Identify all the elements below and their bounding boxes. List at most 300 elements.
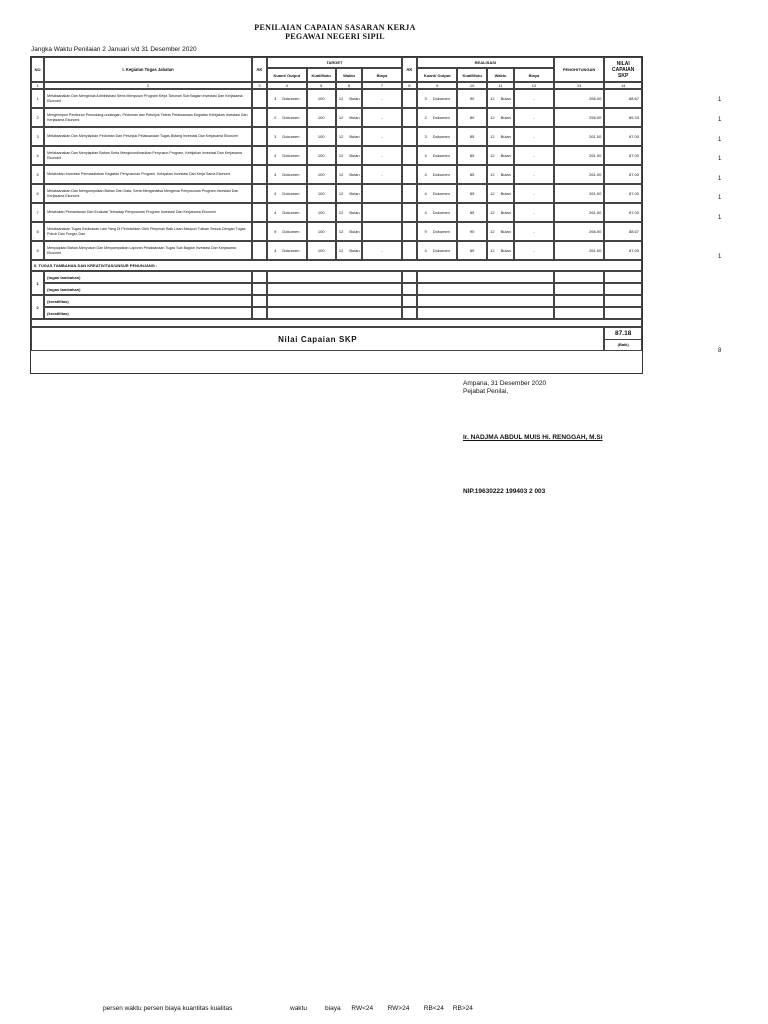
real-cost-value: - — [533, 191, 535, 196]
real-time — [487, 241, 514, 260]
assessment-period: Jangka Waktu Penilaian 2 Januari s/d 31 Desember 2020 — [31, 46, 197, 53]
real-time-value: 12 — [490, 96, 495, 101]
activity-name-value: Menghimpun Peraturan Perundang-undangan, Pedoman dan Petunjuk Teknis Pelaksanaan Kegiatan Kebijakan Investasi Dan Kerjasama Ekonomi — [47, 112, 248, 122]
section2-title: II. TUGAS TAMBAHAN DAN KREATIVITAS/UNSUR PENUNJANG : — [31, 260, 642, 271]
side-mark: 1 — [718, 137, 722, 143]
footer-right: waktu biaya RW<24 RW>24 RB<24 RB>24 — [290, 1005, 473, 1012]
activity-name-value: Melaksanakan Tugas Kedinasan Lain Yang Di Perintahkan Oleh Pimpinan Baik Lisan Maupun Tulisan Sesuai Dengan Tugas Pokok Dan Fungsi, Dan — [47, 226, 246, 236]
target-cost — [362, 108, 402, 127]
calculation-value — [554, 108, 605, 127]
achievement-value-value: 85.33 — [628, 115, 639, 120]
real-time-unit: Bulan — [500, 248, 511, 253]
real-time-value: 12 — [490, 191, 495, 196]
column-number: 2 — [44, 82, 252, 89]
real-cost-value: - — [533, 210, 535, 215]
col-kuant-realisasi: Kuant/ Output — [417, 68, 458, 82]
target-time-unit: Bulan — [349, 172, 360, 177]
real-cost — [514, 108, 554, 127]
target-cost — [362, 184, 402, 203]
row-no-value: 1 — [36, 96, 39, 101]
target-cost — [362, 241, 402, 260]
col-realisasi: REALISASI — [417, 57, 554, 68]
calculation-value — [554, 165, 605, 184]
real-cost — [514, 203, 554, 222]
section2-row — [31, 283, 642, 295]
calculation-value — [554, 222, 605, 241]
row-no-value: 4 — [36, 153, 39, 158]
real-quantity-unit: Dokumen — [432, 115, 450, 120]
real-quantity-value: 3 — [424, 134, 427, 139]
target-quantity-unit: Dokumen — [282, 115, 300, 120]
real-cost-value: - — [533, 134, 535, 139]
target-cost — [362, 203, 402, 222]
target-time-unit: Bulan — [349, 115, 360, 120]
achievement-value — [604, 241, 642, 260]
achievement-value-value: 87.00 — [628, 172, 639, 177]
achievement-value-value: 87.00 — [628, 210, 639, 215]
activity-name — [44, 222, 252, 241]
skp-table — [31, 57, 642, 351]
col-kuant-target: Kuant/ Output — [267, 68, 307, 82]
activity-name-value: Melaksanakan Dan Mengumpulkan Bahan Dan Data, Serta Menganalisa Mengenai Penyusunan Program Investasi Dan Kerjasama Ekonomi — [47, 188, 239, 198]
target-cost-value: - — [381, 115, 383, 120]
real-quantity-unit: Dokumen — [432, 248, 450, 253]
calculation-value-value: 261.00 — [589, 248, 602, 253]
real-quantity-unit: Dokumen — [432, 210, 450, 215]
real-cost-value: - — [533, 248, 535, 253]
target-time-value: 12 — [338, 96, 344, 101]
row-no-value: 2 — [36, 115, 39, 120]
real-quantity — [417, 222, 458, 241]
real-time-value: 12 — [490, 210, 495, 215]
activity-name — [44, 241, 252, 260]
signature-name: Ir. NADJMA ABDUL MUIS Hi. RENGGAH, M.Si — [463, 434, 603, 441]
calculation-value-value: 261.00 — [589, 191, 602, 196]
real-quantity-value: 4 — [424, 248, 427, 253]
real-time — [487, 89, 514, 108]
real-time-unit: Bulan — [500, 134, 511, 139]
calculation-value-value: 266.00 — [589, 96, 602, 101]
real-time — [487, 127, 514, 146]
target-time-value: 12 — [338, 115, 344, 120]
target-quality-value: 100 — [317, 248, 325, 253]
row-no — [31, 146, 44, 165]
target-quantity — [267, 89, 307, 108]
target-time-unit: Bulan — [349, 191, 360, 196]
achievement-value — [604, 184, 642, 203]
target-quality — [307, 184, 336, 203]
real-quantity-value: 4 — [424, 191, 427, 196]
activity-row — [31, 89, 642, 108]
calculation-value — [554, 146, 605, 165]
target-quantity-unit: Dokumen — [282, 191, 300, 196]
achievement-value — [604, 146, 642, 165]
col-nilai: NILAI CAPAIAN SKP — [604, 57, 642, 82]
col-kual-target: Kual/Mutu — [307, 68, 336, 82]
section2-item: (tugas tambahan) — [44, 271, 252, 283]
real-quality-value: 85 — [469, 172, 475, 177]
column-number: 14 — [604, 82, 642, 89]
row-ak — [252, 241, 267, 260]
target-time-unit: Bulan — [349, 210, 360, 215]
target-time-value: 12 — [338, 229, 344, 234]
real-quantity-value: 3 — [424, 96, 427, 101]
section2-item: (tugas tambahan) — [44, 283, 252, 295]
activity-name — [44, 203, 252, 222]
target-cost-value: - — [381, 172, 383, 177]
calculation-value-value: 256.00 — [589, 115, 602, 120]
row-ak-realisasi — [402, 89, 417, 108]
target-quality — [307, 241, 336, 260]
target-quantity — [267, 241, 307, 260]
achievement-value — [604, 203, 642, 222]
real-cost — [514, 165, 554, 184]
target-quality — [307, 89, 336, 108]
target-time-unit: Bulan — [349, 248, 360, 253]
row-ak — [252, 184, 267, 203]
real-quality — [457, 146, 486, 165]
target-quantity-unit: Dokumen — [282, 172, 300, 177]
column-number: 5 — [307, 82, 336, 89]
side-mark: 1 — [718, 97, 722, 103]
real-time-unit: Bulan — [500, 96, 511, 101]
real-quantity-unit: Dokumen — [432, 229, 450, 234]
real-quantity-value: 2 — [424, 115, 427, 120]
target-quantity — [267, 127, 307, 146]
signature-place-date: Ampana, 31 Desember 2020 — [463, 380, 547, 387]
target-quantity-value: 3 — [274, 134, 277, 139]
real-quality-value: 85 — [469, 134, 475, 139]
calculation-value-value: 261.00 — [589, 153, 602, 158]
real-quantity — [417, 89, 458, 108]
column-number: 10 — [457, 82, 486, 89]
row-ak-realisasi — [402, 146, 417, 165]
target-quality — [307, 165, 336, 184]
row-ak-realisasi — [402, 108, 417, 127]
real-time-value: 12 — [490, 115, 495, 120]
real-time-value: 12 — [490, 229, 495, 234]
row-ak-realisasi — [402, 203, 417, 222]
real-quantity-unit: Dokumen — [432, 172, 450, 177]
target-quantity-value: 4 — [274, 191, 277, 196]
activity-rows — [31, 89, 642, 260]
section2-item: (kreatifitas) — [44, 295, 252, 307]
row-ak-realisasi — [402, 222, 417, 241]
real-time-unit: Bulan — [500, 115, 511, 120]
target-quality — [307, 222, 336, 241]
activity-row — [31, 108, 642, 127]
achievement-value — [604, 89, 642, 108]
row-no — [31, 165, 44, 184]
column-number: 7 — [362, 82, 402, 89]
target-cost-value: - — [381, 248, 383, 253]
real-time — [487, 165, 514, 184]
row-no — [31, 127, 44, 146]
row-ak — [252, 222, 267, 241]
target-quality-value: 100 — [317, 210, 325, 215]
column-number: 9 — [417, 82, 458, 89]
row-ak-realisasi — [402, 165, 417, 184]
column-number: 4 — [267, 82, 307, 89]
target-quality — [307, 203, 336, 222]
target-time — [336, 108, 362, 127]
row-no-value: 6 — [36, 191, 39, 196]
calculation-value — [554, 127, 605, 146]
row-no-value: 3 — [36, 134, 39, 139]
real-quality — [457, 108, 486, 127]
real-cost — [514, 89, 554, 108]
real-time-value: 12 — [490, 153, 495, 158]
target-quality-value: 100 — [317, 96, 325, 101]
real-quantity-value: 9 — [424, 229, 427, 234]
calculation-value-value: 261.00 — [589, 172, 602, 177]
real-quality-value: 90 — [469, 229, 475, 234]
real-quantity-value: 4 — [424, 210, 427, 215]
target-cost — [362, 89, 402, 108]
achievement-value — [604, 165, 642, 184]
activity-name-value: Melaksanakan Dan Mengelola Administrasi Serta Menyusun Program Kerja Tahunan Sub Bagian Investasi Dan Kerjasama Ekonomi — [47, 93, 243, 103]
row-ak-realisasi — [402, 241, 417, 260]
column-number: 1 — [31, 82, 44, 89]
section2-no: 1 — [31, 271, 44, 295]
target-quantity-unit: Dokumen — [282, 96, 300, 101]
row-no — [31, 89, 44, 108]
real-cost — [514, 222, 554, 241]
spacer-row — [31, 319, 642, 327]
real-quantity — [417, 241, 458, 260]
real-cost-value: - — [533, 115, 535, 120]
target-time-value: 12 — [338, 248, 344, 253]
activity-name — [44, 89, 252, 108]
document-title: PENILAIAN CAPAIAN SASARAN KERJA — [254, 23, 416, 32]
row-no — [31, 222, 44, 241]
real-time — [487, 222, 514, 241]
row-no-value: 5 — [36, 172, 39, 177]
column-number-row — [31, 82, 642, 89]
activity-name-value: Melaksanakan Dan Menyiapkan Bahan Serta Mengkoordinasikan Penyusun Program, Kebijakan Investasi Dan Kerjasama Ekonomi — [47, 150, 242, 160]
row-no — [31, 108, 44, 127]
activity-row — [31, 241, 642, 260]
real-quality-value: 85 — [469, 210, 475, 215]
calculation-value — [554, 89, 605, 108]
real-time — [487, 203, 514, 222]
target-time — [336, 203, 362, 222]
real-quantity-value: 4 — [424, 153, 427, 158]
activity-name-value: Menyiapkan Bahan,Menyusun Dan Menyampaikan Laporan Pelaksanaan Tugas Sub Bagian Investasi Dan Kerjasama Ekonomi — [47, 245, 236, 255]
col-penghitungan: PENGHITUNGAN — [554, 57, 605, 82]
activity-row — [31, 203, 642, 222]
real-quantity-unit: Dokumen — [432, 191, 450, 196]
target-quantity-value: 2 — [274, 115, 277, 120]
target-quality-value: 100 — [317, 115, 325, 120]
real-quantity-unit: Dokumen — [432, 153, 450, 158]
side-mark: 1 — [718, 215, 722, 221]
real-cost — [514, 241, 554, 260]
column-number: 3 — [252, 82, 267, 89]
col-waktu-realisasi: Waktu — [487, 68, 514, 82]
row-no — [31, 184, 44, 203]
activity-name — [44, 108, 252, 127]
real-quality — [457, 89, 486, 108]
target-quantity-unit: Dokumen — [282, 229, 300, 234]
calculation-value-value: 266.00 — [589, 229, 602, 234]
target-cost — [362, 165, 402, 184]
target-time-unit: Bulan — [349, 153, 360, 158]
col-target: TARGET — [267, 57, 402, 68]
target-time-value: 12 — [338, 191, 344, 196]
target-cost-value: - — [381, 153, 383, 158]
target-quality-value: 100 — [317, 172, 325, 177]
section2-item: (kreatifitas) — [44, 307, 252, 319]
target-quantity — [267, 146, 307, 165]
target-quality-value: 100 — [317, 153, 325, 158]
target-time — [336, 127, 362, 146]
target-quantity — [267, 165, 307, 184]
target-time-unit: Bulan — [349, 96, 360, 101]
column-number: 13 — [554, 82, 605, 89]
real-cost-value: - — [533, 153, 535, 158]
real-quantity — [417, 108, 458, 127]
section2-row — [31, 295, 642, 307]
column-number: 6 — [336, 82, 362, 89]
achievement-value-value: 88.67 — [628, 96, 639, 101]
activity-name-value: Melakukan Inventasi Permasalahan Kegiatan Penyusunan Program, Kebijakan Investasi Dan Kerja Sama Ekonomi — [47, 172, 231, 177]
activity-row — [31, 165, 642, 184]
col-waktu-target: Waktu — [336, 68, 362, 82]
target-quality-value: 100 — [317, 134, 325, 139]
real-quality-value: 90 — [469, 96, 475, 101]
side-mark: 1 — [718, 176, 722, 182]
real-quality-value: 85 — [469, 191, 475, 196]
real-quality — [457, 127, 486, 146]
real-time-unit: Bulan — [500, 153, 511, 158]
row-ak — [252, 127, 267, 146]
real-quantity-unit: Dokumen — [432, 134, 450, 139]
target-quantity — [267, 222, 307, 241]
real-cost — [514, 127, 554, 146]
real-time-unit: Bulan — [500, 191, 511, 196]
side-mark: 1 — [718, 117, 722, 123]
achievement-value — [604, 222, 642, 241]
target-time — [336, 165, 362, 184]
section2-title-row — [31, 260, 642, 271]
activity-name — [44, 127, 252, 146]
target-quantity-unit: Dokumen — [282, 153, 300, 158]
real-quality — [457, 165, 486, 184]
target-time — [336, 184, 362, 203]
target-time-unit: Bulan — [349, 134, 360, 139]
row-ak — [252, 165, 267, 184]
real-cost — [514, 146, 554, 165]
activity-row — [31, 146, 642, 165]
target-cost — [362, 222, 402, 241]
row-no-value: 7 — [36, 210, 39, 215]
total-cell — [604, 327, 642, 351]
achievement-value-value: 87.00 — [628, 134, 639, 139]
target-time — [336, 146, 362, 165]
column-number: 12 — [514, 82, 554, 89]
total-value: 87.18 — [605, 328, 641, 340]
calculation-value — [554, 203, 605, 222]
real-cost-value: - — [533, 229, 535, 234]
row-ak-realisasi — [402, 127, 417, 146]
row-ak — [252, 89, 267, 108]
target-quantity-unit: Dokumen — [282, 134, 300, 139]
achievement-value-value: 88.67 — [628, 229, 639, 234]
real-quality — [457, 241, 486, 260]
real-quality-value: 85 — [469, 248, 475, 253]
side-mark-total: 8 — [718, 348, 722, 354]
real-quantity-unit: Dokumen — [432, 96, 450, 101]
real-cost — [514, 184, 554, 203]
real-time-unit: Bulan — [500, 210, 511, 215]
row-ak — [252, 108, 267, 127]
achievement-value — [604, 127, 642, 146]
total-label: Nilai Capaian SKP — [31, 327, 604, 351]
activity-name-value: Melaksanakan Dan Menyiapkan Pedoman Dan Petunjuk Pelaksanaan Tugas Bidang Investasi Dan Kerjasama Ekonomi — [47, 134, 238, 139]
real-time — [487, 108, 514, 127]
skp-table-frame — [30, 56, 643, 374]
row-no-value: 9 — [36, 248, 39, 253]
real-quality — [457, 222, 486, 241]
activity-name — [44, 165, 252, 184]
activity-name — [44, 146, 252, 165]
real-time-unit: Bulan — [500, 229, 511, 234]
activity-name-value: Melakukan Pemantauan Dan Evaluasi Terhadap Penyusunan Program Investasi Dan Kerjasama Ekonomi — [47, 210, 216, 215]
col-ak-target: AK — [252, 57, 267, 82]
target-cost — [362, 146, 402, 165]
target-quantity — [267, 108, 307, 127]
activity-row — [31, 184, 642, 203]
row-ak-realisasi — [402, 184, 417, 203]
calculation-value-value: 261.00 — [589, 210, 602, 215]
signature-role: Pejabat Penilai, — [463, 388, 509, 395]
section2-no: 2 — [31, 295, 44, 319]
achievement-value — [604, 108, 642, 127]
real-time-value: 12 — [490, 248, 495, 253]
real-quantity-value: 4 — [424, 172, 427, 177]
activity-name — [44, 184, 252, 203]
target-quantity-value: 3 — [274, 96, 277, 101]
real-quality — [457, 203, 486, 222]
real-time — [487, 146, 514, 165]
activity-row — [31, 127, 642, 146]
side-mark: 1 — [718, 195, 722, 201]
target-quality — [307, 146, 336, 165]
calculation-value — [554, 241, 605, 260]
real-time-unit: Bulan — [500, 172, 511, 177]
target-quantity-value: 4 — [274, 172, 277, 177]
col-kual-realisasi: Kual/Mutu — [457, 68, 486, 82]
row-no-value: 8 — [36, 229, 39, 234]
document-subtitle: PEGAWAI NEGERI SIPIL — [285, 32, 385, 41]
target-time-value: 12 — [338, 153, 344, 158]
achievement-value-value: 87.00 — [628, 191, 639, 196]
target-quantity-value: 4 — [274, 248, 277, 253]
target-quality — [307, 127, 336, 146]
real-quantity — [417, 165, 458, 184]
real-quantity — [417, 203, 458, 222]
target-cost-value: - — [381, 134, 383, 139]
target-quality-value: 100 — [317, 229, 325, 234]
header-row — [31, 57, 642, 68]
achievement-value-value: 87.00 — [628, 248, 639, 253]
calculation-value-value: 261.00 — [589, 134, 602, 139]
target-quantity — [267, 184, 307, 203]
real-quality-value: 85 — [469, 153, 475, 158]
real-time-value: 12 — [490, 134, 495, 139]
row-ak — [252, 146, 267, 165]
